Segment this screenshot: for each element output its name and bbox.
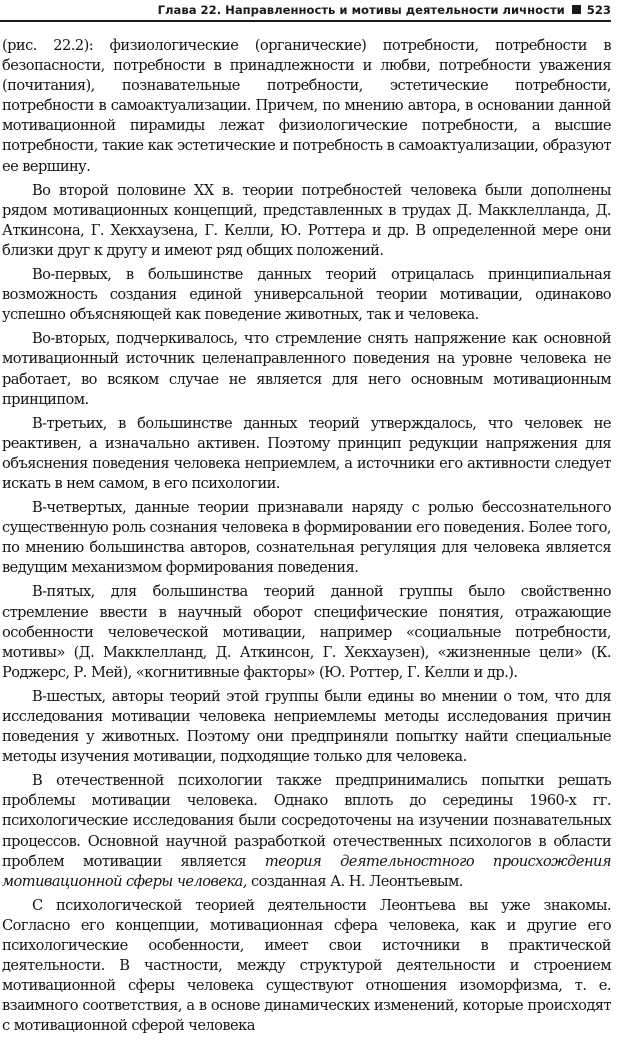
paragraph: Во-вторых, подчеркивалось, что стремление снять напряжение как основной мотивационный источник целенаправленного поведения на уровне человека не работает, во всяком случае не является для него основным мотивационным принципом. bbox=[2, 330, 611, 408]
paragraph: В-шестых, авторы теорий этой группы были едины во мнении о том, что для исследования мотивации человека неприемлемы методы исследования причин поведения у животных. Поэтому они предприняли попытку найти специальные методы изучения мотивации, подходящие только для человека. bbox=[2, 687, 611, 766]
paragraph-continuation: (рис. 22.2): физиологические (органические) потребности, потребности в безопасности, потребности в принадлежности и любви, потребности уважения (почитания), познавательные потребности, эстетические потребности, потребности в самоактуализации. Причем, по мнению автора, в основании данной мотивационной пирамиды лежат физиологические потребности, а высшие потребности, такие как эстетические и потребность в самоактуализации, образуют ее вершину. bbox=[2, 37, 611, 175]
running-title: Глава 22. Направленность и мотивы деятельности личности bbox=[157, 3, 565, 17]
running-header bbox=[0, 0, 611, 22]
body-text bbox=[2, 36, 611, 1041]
paragraph: Во второй половине XX в. теории потребностей человека были дополнены рядом мотивационных концепций, представленных в трудах Д. Макклелланда, Д. Аткинсона, Г. Хекхаузена, Г. Келли, Ю. Роттера и др. В определенной мере они близки друг к другу и имеют ряд общих положений. bbox=[2, 181, 611, 259]
paragraph: В-четвертых, данные теории признавали наряду с ролью бессознательного существенную роль сознания человека в формировании его поведения. Более того, по мнению большинства авторов, сознательная регуляция для человека является ведущим механизмом формирования поведения. bbox=[2, 499, 611, 577]
page-number: 523 bbox=[586, 3, 611, 17]
paragraph: В-третьих, в большинстве данных теорий утверждалось, что человек не реактивен, а изначально активен. Поэтому принцип редукции напряжения для объяснения поведения человека неприемлем, а источники его активности следует искать в нем самом, в его психологии. bbox=[2, 414, 611, 492]
square-bullet-icon bbox=[572, 5, 581, 14]
paragraph: В-пятых, для большинства теорий данной группы было свойственно стремление ввести в научный оборот специфические понятия, отражающие особенности человеческой мотивации, например «социальные потребности, мотивы» (Д. Макклелланд, Д. Аткинсон, Г. Хекхаузен), «жизненные цели» (К. Роджерс, Р. Мей), «когнитивные факторы» (Ю. Роттер, Г. Келли и др.). bbox=[2, 583, 611, 681]
paragraph bbox=[2, 771, 611, 892]
paragraph: Во-первых, в большинстве данных теорий отрицалась принципиальная возможность создания единой универсальной теории мотивации, одинаково успешно объясняющей как поведение животных, так и человека. bbox=[2, 266, 611, 324]
paragraph-text: В отечественной психологии также предпринимались попытки решать проблемы мотивации человека. Однако вплоть до середины 1960-х гг. психологические исследования были сосредоточены на изучении познавательных процессов. Основной научной разработкой отечественных психологов в области проблем мотивации является bbox=[2, 772, 611, 870]
italic-term: теория деятельностного происхождения мотивационной сферы человека, bbox=[2, 852, 611, 890]
paragraph-text: созданная А. Н. Леонтьевым. bbox=[246, 872, 463, 890]
paragraph: С психологической теорией деятельности Леонтьева вы уже знакомы. Согласно его концепции, мотивационная сфера человека, как и другие его психологические особенности, имеет свои источники в практической деятельности. В частности, между структурой деятельности и строением мотивационной сферы человека существуют отношения изоморфизма, т. е. взаимного соответствия, а в основе динамических изменений, которые происходят с мотивационной сферой человека bbox=[2, 896, 611, 1035]
